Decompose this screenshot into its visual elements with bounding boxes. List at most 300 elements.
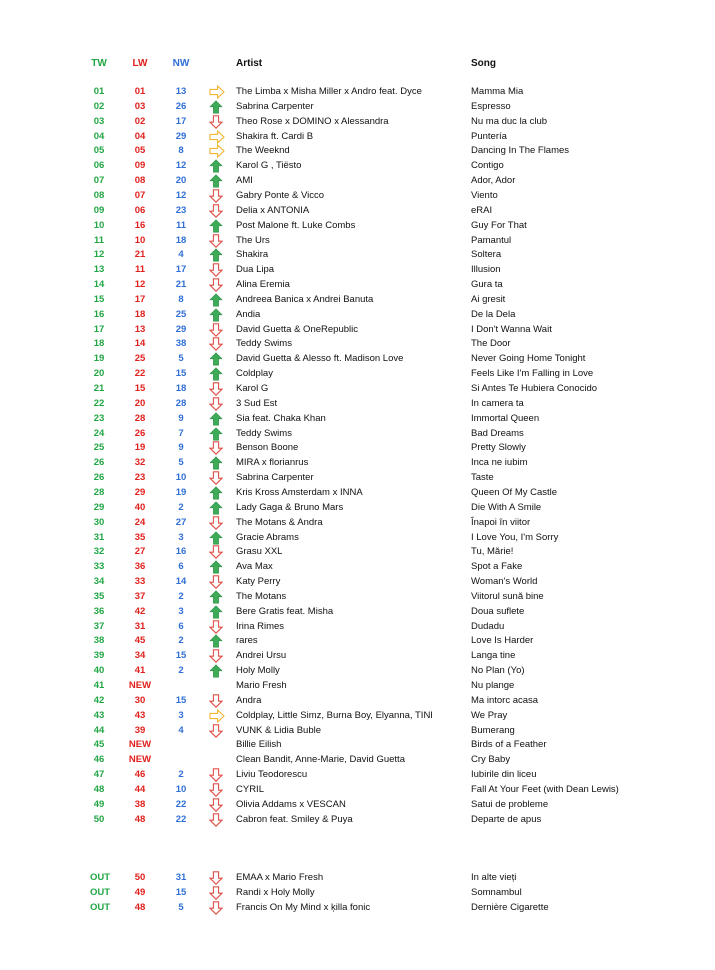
number-of-weeks: 9: [178, 442, 184, 454]
chart-row: [0, 783, 715, 798]
artist-name: CYRIL: [236, 783, 264, 795]
number-of-weeks: 23: [175, 204, 187, 216]
position-this-week: 21: [93, 383, 105, 394]
position-this-week: 42: [93, 694, 105, 706]
position-this-week: 24: [93, 427, 105, 439]
number-of-weeks: 12: [175, 189, 187, 201]
position-last-week: 21: [134, 249, 146, 261]
chart-row: [0, 293, 715, 308]
arrow-down-icon: [209, 798, 225, 812]
song-title: Bad Dreams: [471, 427, 524, 439]
position-last-week: 17: [134, 293, 146, 305]
position-last-week: 43: [134, 709, 146, 721]
artist-name: VUNK & Lidia Buble: [236, 724, 322, 736]
number-of-weeks: 11: [175, 219, 187, 231]
arrow-up-icon: [209, 634, 225, 648]
position-this-week: OUT: [90, 872, 111, 883]
position-last-week: 29: [134, 486, 146, 498]
position-last-week: 40: [134, 501, 146, 513]
chart-row: [0, 352, 715, 367]
song-title: Satui de probleme: [471, 798, 549, 810]
position-this-week: 01: [93, 86, 105, 97]
song-title: Bumerang: [471, 724, 515, 736]
arrow-down-icon: [209, 886, 225, 900]
song-title: Viitorul sună bine: [471, 590, 544, 602]
song-title: Fall At Your Feet (with Dean Lewis): [471, 783, 619, 795]
song-title: I Love You, I'm Sorry: [471, 531, 559, 543]
artist-name: Sabrina Carpenter: [236, 100, 314, 112]
number-of-weeks: 3: [178, 531, 184, 543]
song-title: Înapoi în viitor: [471, 516, 531, 528]
artist-name: Karol G: [236, 383, 269, 394]
chart-row: [0, 337, 715, 352]
arrow-up-icon: [209, 456, 225, 470]
position-this-week: 02: [93, 100, 105, 112]
chart-row: [0, 234, 715, 249]
song-title: Ai gresit: [471, 293, 506, 305]
position-this-week: 35: [93, 590, 105, 602]
position-last-week: 27: [134, 546, 146, 558]
position-last-week: 22: [134, 368, 146, 380]
song-title: I Don't Wanna Wait: [471, 323, 552, 335]
position-this-week: 05: [93, 145, 105, 157]
arrow-down-icon: [209, 115, 225, 129]
arrow-down-icon: [209, 234, 225, 248]
position-last-week: 24: [134, 516, 146, 528]
number-of-weeks: 15: [175, 694, 187, 706]
song-title: Nu plange: [471, 680, 515, 691]
artist-name: Lady Gaga & Bruno Mars: [236, 501, 344, 513]
arrow-down-icon: [209, 575, 225, 589]
chart-row: [0, 85, 715, 100]
artist-name: Andra: [236, 694, 262, 706]
chart-row: [0, 590, 715, 605]
artist-name: Randi x Holy Molly: [236, 886, 315, 898]
position-last-week: 23: [134, 472, 146, 484]
chart-row: [0, 397, 715, 412]
artist-name: Clean Bandit, Anne-Marie, David Guetta: [236, 754, 405, 766]
artist-name: Cabron feat. Smiley & Puya: [236, 813, 353, 825]
number-of-weeks: 17: [175, 264, 187, 276]
position-this-week: 23: [93, 412, 105, 424]
song-title: Somnambul: [471, 886, 522, 898]
arrow-down-icon: [209, 871, 225, 885]
artist-name: Gabry Ponte & Vicco: [236, 189, 325, 201]
position-last-week: 06: [134, 204, 146, 216]
arrow-right-icon: [209, 144, 225, 158]
position-last-week: 20: [134, 397, 146, 409]
position-this-week: 45: [93, 739, 105, 751]
arrow-up-icon: [209, 219, 225, 233]
number-of-weeks: 4: [178, 249, 184, 261]
position-last-week: NEW: [128, 754, 152, 766]
artist-name: 3 Sud Est: [236, 397, 278, 409]
number-of-weeks: 8: [178, 145, 184, 157]
artist-name: AMI: [236, 175, 253, 187]
chart-row: [0, 679, 715, 694]
artist-name: Shakira: [236, 249, 269, 261]
arrow-up-icon: [209, 100, 225, 114]
chart-row: [0, 471, 715, 486]
position-this-week: 44: [93, 724, 105, 736]
arrow-down-icon: [209, 471, 225, 485]
number-of-weeks: 6: [178, 620, 184, 632]
number-of-weeks: 12: [175, 160, 187, 172]
position-this-week: 39: [93, 650, 105, 662]
chart-row: [0, 664, 715, 679]
position-last-week: NEW: [128, 739, 152, 751]
number-of-weeks: 3: [178, 709, 184, 721]
number-of-weeks: 5: [178, 901, 184, 913]
arrow-up-icon: [209, 427, 225, 441]
song-title: Espresso: [471, 100, 511, 112]
position-last-week: 07: [134, 189, 146, 201]
position-this-week: OUT: [90, 901, 111, 913]
position-this-week: 15: [93, 293, 105, 305]
position-this-week: 36: [93, 605, 105, 617]
arrow-down-icon: [209, 694, 225, 708]
header-lw: LW: [132, 58, 148, 69]
number-of-weeks: 25: [175, 308, 187, 320]
song-title: Pretty Slowly: [471, 442, 526, 454]
song-title: Die With A Smile: [471, 501, 542, 513]
song-title: eRAI: [471, 204, 493, 216]
no-arrow: [209, 679, 225, 693]
position-this-week: 04: [93, 130, 105, 142]
song-title: In alte vieți: [471, 872, 517, 883]
position-last-week: 42: [134, 605, 146, 617]
song-title: Nu ma duc la club: [471, 115, 548, 127]
song-title: We Pray: [471, 709, 508, 721]
artist-name: Gracie Abrams: [236, 531, 299, 543]
song-title: Birds of a Feather: [471, 739, 547, 751]
position-this-week: 41: [93, 680, 105, 691]
chart-row: [0, 813, 715, 828]
song-title: Mamma Mia: [471, 86, 524, 97]
song-title: Inca ne iubim: [471, 457, 528, 469]
song-title: Taste: [471, 472, 494, 484]
position-last-week: 41: [134, 665, 146, 677]
number-of-weeks: 8: [178, 293, 184, 305]
artist-name: Bere Gratis feat. Misha: [236, 605, 334, 617]
song-title: Dancing In The Flames: [471, 145, 570, 157]
artist-name: Alina Eremia: [236, 279, 290, 291]
position-this-week: 29: [93, 501, 105, 513]
artist-name: EMAA x Mario Fresh: [236, 872, 324, 883]
position-last-week: 33: [134, 576, 146, 588]
number-of-weeks: 2: [178, 769, 184, 781]
artist-name: The Urs: [236, 234, 270, 246]
position-this-week: 16: [93, 308, 105, 320]
number-of-weeks: 5: [178, 353, 184, 365]
chart-row: [0, 159, 715, 174]
song-title: Soltera: [471, 249, 502, 261]
chart-row: [0, 174, 715, 189]
arrow-down-icon: [209, 620, 225, 634]
song-title: Departe de apus: [471, 813, 542, 825]
chart-row: [0, 516, 715, 531]
arrow-right-icon: [209, 130, 225, 144]
arrow-up-icon: [209, 293, 225, 307]
arrow-down-icon: [209, 397, 225, 411]
chart-row: [0, 204, 715, 219]
arrow-up-icon: [209, 248, 225, 262]
chart-row: [0, 456, 715, 471]
position-last-week: 10: [134, 234, 146, 246]
arrow-down-icon: [209, 204, 225, 218]
artist-name: David Guetta & Alesso ft. Madison Love: [236, 353, 404, 365]
artist-name: Coldplay, Little Simz, Burna Boy, Elyanna, TINI: [236, 709, 433, 721]
arrow-down-icon: [209, 901, 225, 915]
position-last-week: 39: [134, 724, 146, 736]
position-this-week: 25: [93, 442, 105, 454]
number-of-weeks: 29: [175, 323, 187, 335]
no-arrow: [209, 753, 225, 767]
position-last-week: 30: [134, 694, 146, 706]
number-of-weeks: 15: [175, 368, 187, 380]
position-this-week: 07: [93, 175, 105, 187]
position-this-week: 46: [93, 754, 105, 766]
position-this-week: 26: [93, 457, 105, 469]
number-of-weeks: 22: [175, 798, 187, 810]
artist-name: MIRA x florianrus: [236, 457, 309, 469]
song-title: Viento: [471, 189, 498, 201]
artist-name: Teddy Swims: [236, 427, 292, 439]
song-title: Pamantul: [471, 234, 512, 246]
header-nw: NW: [172, 58, 190, 69]
chart-row: [0, 486, 715, 501]
arrow-down-icon: [209, 337, 225, 351]
song-title: Doua suflete: [471, 605, 525, 617]
song-title: Love Is Harder: [471, 635, 534, 647]
number-of-weeks: 16: [175, 546, 187, 558]
chart-row: [0, 694, 715, 709]
arrow-up-icon: [209, 590, 225, 604]
arrow-up-icon: [209, 308, 225, 322]
artist-name: Billie Eilish: [236, 739, 282, 751]
position-this-week: 47: [93, 769, 105, 781]
song-title: Feels Like I'm Falling in Love: [471, 368, 594, 380]
song-title: Langa tine: [471, 650, 516, 662]
song-title: Spot a Fake: [471, 561, 523, 573]
number-of-weeks: 21: [175, 279, 187, 291]
position-last-week: 11: [134, 264, 146, 276]
position-last-week: 15: [134, 383, 146, 394]
position-this-week: 48: [93, 783, 105, 795]
chart-row: [0, 531, 715, 546]
artist-name: Coldplay: [236, 368, 273, 380]
chart-row: [0, 501, 715, 516]
number-of-weeks: 2: [178, 501, 184, 513]
artist-name: Katy Perry: [236, 576, 281, 588]
position-this-week: 22: [93, 397, 105, 409]
arrow-down-icon: [209, 189, 225, 203]
arrow-up-icon: [209, 531, 225, 545]
position-last-week: NEW: [128, 680, 152, 691]
arrow-up-icon: [209, 352, 225, 366]
number-of-weeks: 2: [178, 635, 184, 647]
artist-name: Olivia Addams x VESCAN: [236, 798, 346, 810]
chart-row: [0, 412, 715, 427]
number-of-weeks: 28: [175, 397, 187, 409]
number-of-weeks: 4: [178, 724, 184, 736]
position-last-week: 09: [134, 160, 146, 172]
number-of-weeks: 13: [175, 86, 187, 97]
number-of-weeks: 10: [175, 472, 187, 484]
arrow-up-icon: [209, 664, 225, 678]
artist-name: Liviu Teodorescu: [236, 769, 308, 781]
position-this-week: 08: [93, 189, 105, 201]
artist-name: Irina Rimes: [236, 620, 285, 632]
arrow-down-icon: [209, 263, 225, 277]
number-of-weeks: 18: [175, 234, 187, 246]
song-title: Dudadu: [471, 620, 505, 632]
position-this-week: 28: [93, 486, 105, 498]
arrow-down-icon: [209, 649, 225, 663]
position-last-week: 14: [134, 338, 146, 350]
number-of-weeks: 31: [175, 872, 187, 883]
chart-row: [0, 768, 715, 783]
position-this-week: 38: [93, 635, 105, 647]
position-last-week: 48: [134, 901, 146, 913]
artist-name: Holy Molly: [236, 665, 280, 677]
chart-row: [0, 263, 715, 278]
number-of-weeks: 14: [175, 576, 187, 588]
position-last-week: 48: [134, 813, 146, 825]
chart-row: [0, 219, 715, 234]
chart-row: [0, 130, 715, 145]
artist-name: Kris Kross Amsterdam x INNA: [236, 486, 363, 498]
arrow-down-icon: [209, 813, 225, 827]
position-last-week: 37: [134, 590, 146, 602]
song-title: In camera ta: [471, 397, 524, 409]
chart-row: [0, 189, 715, 204]
song-title: Puntería: [471, 130, 507, 142]
artist-name: Sia feat. Chaka Khan: [236, 412, 326, 424]
artist-name: Shakira ft. Cardi B: [236, 130, 314, 142]
number-of-weeks: 18: [175, 383, 187, 394]
artist-name: The Weeknd: [236, 145, 290, 157]
artist-name: David Guetta & OneRepublic: [236, 323, 358, 335]
arrow-right-icon: [209, 709, 225, 723]
position-last-week: 19: [134, 442, 146, 454]
number-of-weeks: 15: [175, 886, 187, 898]
artist-name: Post Malone ft. Luke Combs: [236, 219, 356, 231]
position-last-week: 05: [134, 145, 146, 157]
number-of-weeks: 6: [178, 561, 184, 573]
position-last-week: 03: [134, 100, 146, 112]
out-row: [0, 901, 715, 916]
chart-row: [0, 427, 715, 442]
chart-row: [0, 798, 715, 813]
position-last-week: 25: [134, 353, 146, 365]
chart-row: [0, 382, 715, 397]
artist-name: rares: [236, 635, 258, 647]
artist-name: Grasu XXL: [236, 546, 283, 558]
artist-name: The Motans & Andra: [236, 516, 323, 528]
arrow-down-icon: [209, 783, 225, 797]
song-title: Immortal Queen: [471, 412, 540, 424]
number-of-weeks: 2: [178, 665, 184, 677]
artist-name: Benson Boone: [236, 442, 299, 454]
position-last-week: 36: [134, 561, 146, 573]
out-row: [0, 871, 715, 886]
arrow-down-icon: [209, 724, 225, 738]
position-last-week: 49: [134, 886, 146, 898]
song-title: Illusion: [471, 264, 501, 276]
song-title: Ma intorc acasa: [471, 694, 539, 706]
position-this-week: 11: [93, 234, 105, 246]
position-this-week: 20: [93, 368, 105, 380]
number-of-weeks: 5: [178, 457, 184, 469]
no-arrow: [209, 738, 225, 752]
number-of-weeks: 20: [175, 175, 187, 187]
header-tw: TW: [91, 58, 107, 69]
artist-name: Theo Rose x DOMINO x Alessandra: [236, 115, 389, 127]
chart-row: [0, 545, 715, 560]
artist-name: Ava Max: [236, 561, 273, 573]
arrow-up-icon: [209, 412, 225, 426]
artist-name: Francis On My Mind x ķilla fonic: [236, 901, 371, 913]
chart-row: [0, 100, 715, 115]
position-last-week: 35: [134, 531, 146, 543]
position-this-week: 40: [93, 665, 105, 677]
artist-name: Dua Lipa: [236, 264, 275, 276]
artist-name: The Limba x Misha Miller x Andro feat. Dyce: [236, 86, 422, 97]
number-of-weeks: 7: [178, 427, 184, 439]
position-last-week: 26: [134, 427, 146, 439]
chart-row: [0, 560, 715, 575]
chart-row: [0, 323, 715, 338]
song-title: Guy For That: [471, 219, 527, 231]
chart-row: [0, 248, 715, 263]
number-of-weeks: 3: [178, 605, 184, 617]
song-title: Iubirile din liceu: [471, 769, 537, 781]
chart-row: [0, 724, 715, 739]
position-this-week: 17: [93, 323, 105, 335]
arrow-down-icon: [209, 545, 225, 559]
artist-name: Andrei Ursu: [236, 650, 287, 662]
song-title: Queen Of My Castle: [471, 486, 558, 498]
position-this-week: 50: [93, 813, 105, 825]
arrow-up-icon: [209, 605, 225, 619]
chart-row: [0, 605, 715, 620]
number-of-weeks: 19: [175, 486, 187, 498]
song-title: Tu, Mărie!: [471, 546, 514, 558]
position-this-week: 43: [93, 709, 105, 721]
number-of-weeks: 10: [175, 783, 187, 795]
position-this-week: 12: [93, 249, 105, 261]
chart-row: [0, 308, 715, 323]
number-of-weeks: 2: [178, 590, 184, 602]
number-of-weeks: 9: [178, 412, 184, 424]
arrow-up-icon: [209, 367, 225, 381]
position-last-week: 01: [134, 86, 146, 97]
position-last-week: 45: [134, 635, 146, 647]
position-this-week: 32: [93, 546, 105, 558]
position-last-week: 12: [134, 279, 146, 291]
chart-row: [0, 649, 715, 664]
header-song: Song: [471, 58, 496, 69]
position-this-week: 06: [93, 160, 105, 172]
chart-row: [0, 367, 715, 382]
song-title: Ador, Ador: [471, 175, 516, 187]
number-of-weeks: 26: [175, 100, 187, 112]
arrow-up-icon: [209, 174, 225, 188]
song-title: Contigo: [471, 160, 504, 172]
chart-row: [0, 278, 715, 293]
position-this-week: OUT: [90, 886, 111, 898]
